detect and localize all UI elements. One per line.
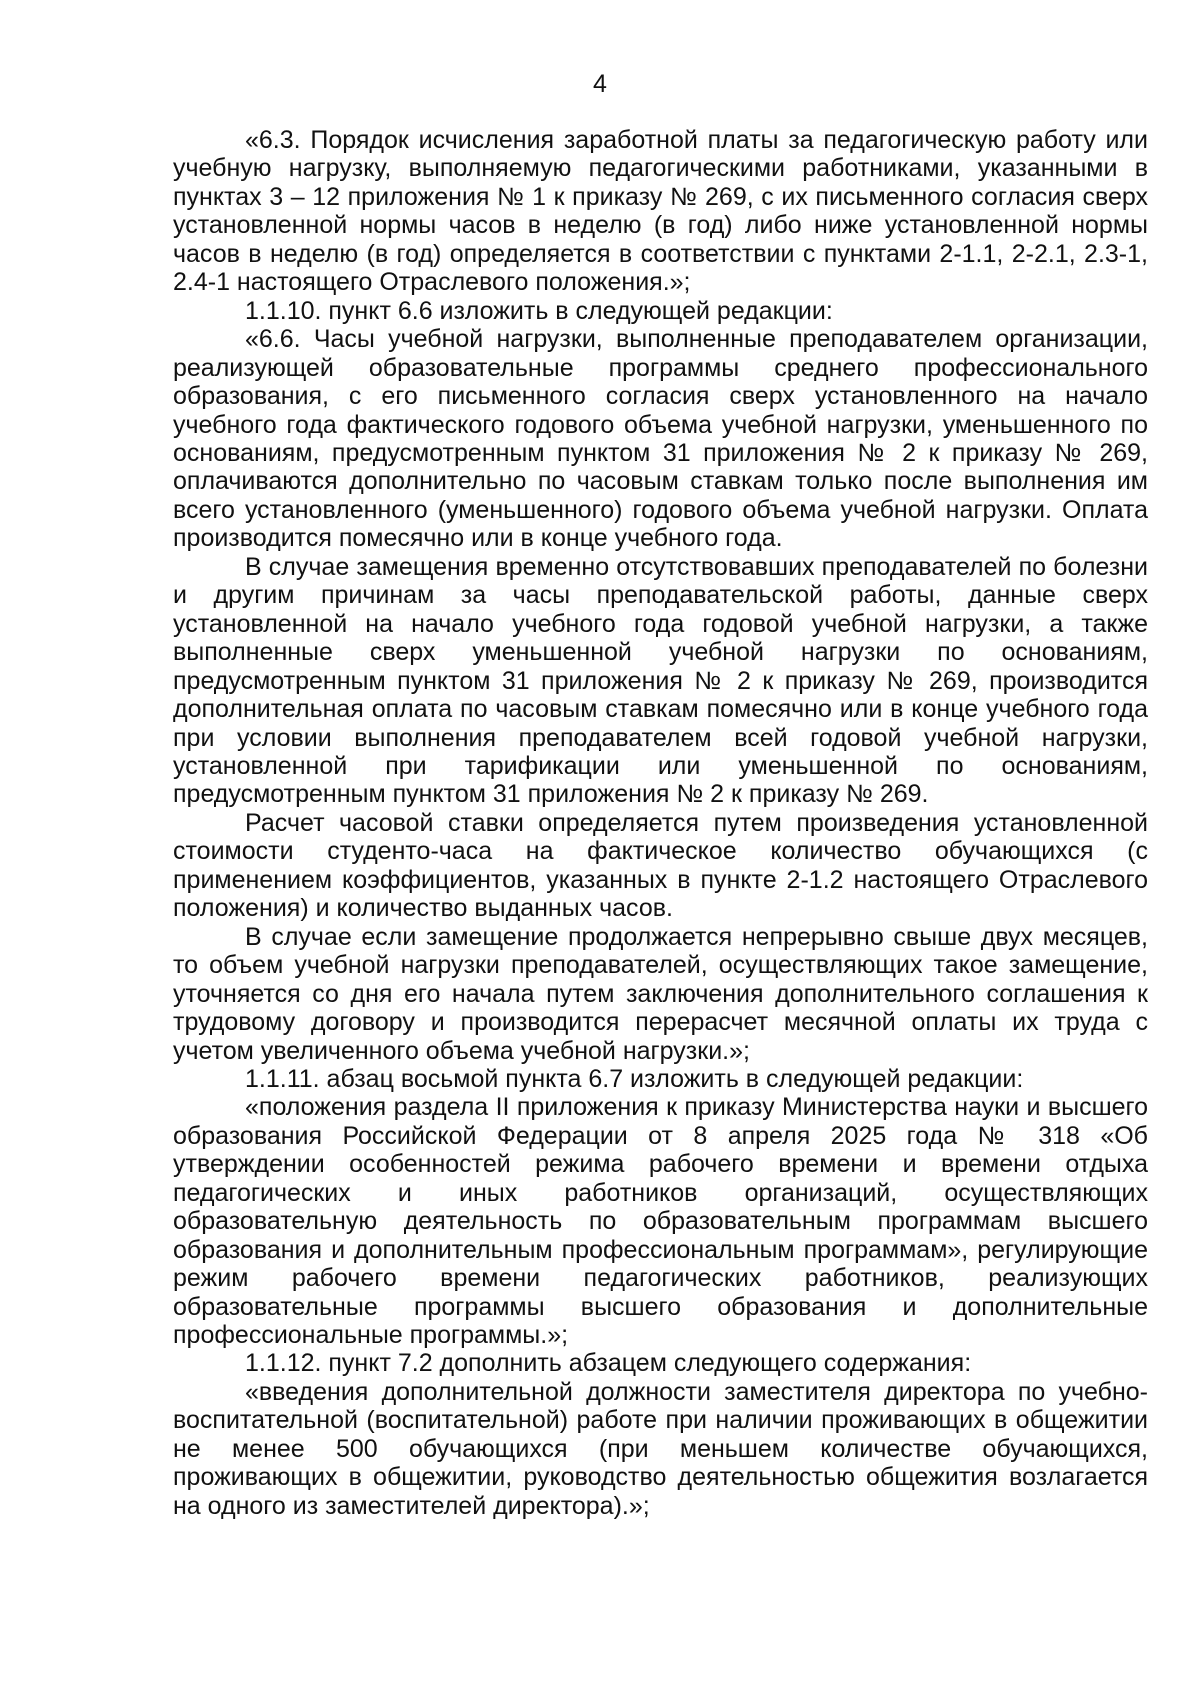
- paragraph-6-6: «6.6. Часы учебной нагрузки, выполненные преподавателем организации, реализующей образовательные программы среднего профессионального образования, с его письменного согласия сверх установленного на начало учебного года фактического годового объема учебной нагрузки, уменьшенного по основаниям, предусмотренным пунктом 31 приложения № 2 к приказу № 269, оплачиваются дополнительно по часовым ставкам только после выполнения им всего установленного (уменьшенного) годового объема учебной нагрузки. Оплата производится помесячно или в конце учебного года.: [173, 325, 1148, 553]
- paragraph-hourly-rate: Расчет часовой ставки определяется путем произведения установленной стоимости студенто-часа на фактическое количество обучающихся (с применением коэффициентов, указанных в пункте 2-1.2 настоящего Отраслевого положения) и количество выданных часов.: [173, 808, 1148, 923]
- paragraph-6-3: «6.3. Порядок исчисления заработной платы за педагогическую работу или учебную нагрузку, выполняемую педагогическими работниками, указанными в пунктах 3 – 12 приложения № 1 к приказу № 269, с их письменного согласия сверх установленной нормы часов в неделю (в год) либо ниже установленной нормы часов в неделю (в год) определяется в соответствии с пунктами 2-1.1, 2-2.1, 2.3-1, 2.4-1 настоящего Отраслевого положения.»;: [173, 126, 1148, 297]
- paragraph-substitution: В случае замещения временно отсутствовавших преподавателей по болезни и другим причинам за часы преподавательской работы, данные сверх установленной на начало учебного года годовой учебной нагрузки, а также выполненные сверх уменьшенной учебной нагрузки по основаниям, предусмотренным пунктом 31 приложения № 2 к приказу № 269, производится дополнительная оплата по часовым ставкам помесячно или в конце учебного года при условии выполнения преподавателем всей годовой учебной нагрузки, установленной при тарификации или уменьшенной по основаниям, предусмотренным пунктом 31 приложения № 2 к приказу № 269.: [173, 552, 1148, 809]
- document-body: [173, 126, 1148, 1520]
- paragraph-1-1-11: 1.1.11. абзац восьмой пункта 6.7 изложить в следующей редакции:: [245, 1064, 1024, 1093]
- page-number: 4: [593, 70, 607, 98]
- paragraph-1-1-12: 1.1.12. пункт 7.2 дополнить абзацем следующего содержания:: [245, 1349, 972, 1378]
- paragraph-6-7-text: «положения раздела II приложения к приказу Министерства науки и высшего образования Российской Федерации от 8 апреля 2025 года № 318 «Об утверждении особенностей режима рабочего времени и времени отдыха педагогических и иных работников организаций, осуществляющих образовательную деятельность по образовательным программам высшего образования и дополнительным профессиональным программам», регулирующие режим рабочего времени педагогических работников, реализующих образовательные программы высшего образования и дополнительные профессиональные программы.»;: [173, 1093, 1148, 1350]
- paragraph-7-2-text: «введения дополнительной должности заместителя директора по учебно-воспитательной (воспитательной) работе при наличии проживающих в общежитии не менее 500 обучающихся (при меньшем количестве обучающихся, проживающих в общежитии, руководство деятельностью общежития возлагается на одного из заместителей директора).»;: [173, 1377, 1148, 1520]
- paragraph-1-1-10: 1.1.10. пункт 6.6 изложить в следующей редакции:: [245, 296, 833, 325]
- paragraph-long-substitution: В случае если замещение продолжается непрерывно свыше двух месяцев, то объем учебной нагрузки преподавателей, осуществляющих такое замещение, уточняется со дня его начала путем заключения дополнительного соглашения к трудовому договору и производится перерасчет месячной оплаты их труда с учетом увеличенного объема учебной нагрузки.»;: [173, 922, 1148, 1065]
